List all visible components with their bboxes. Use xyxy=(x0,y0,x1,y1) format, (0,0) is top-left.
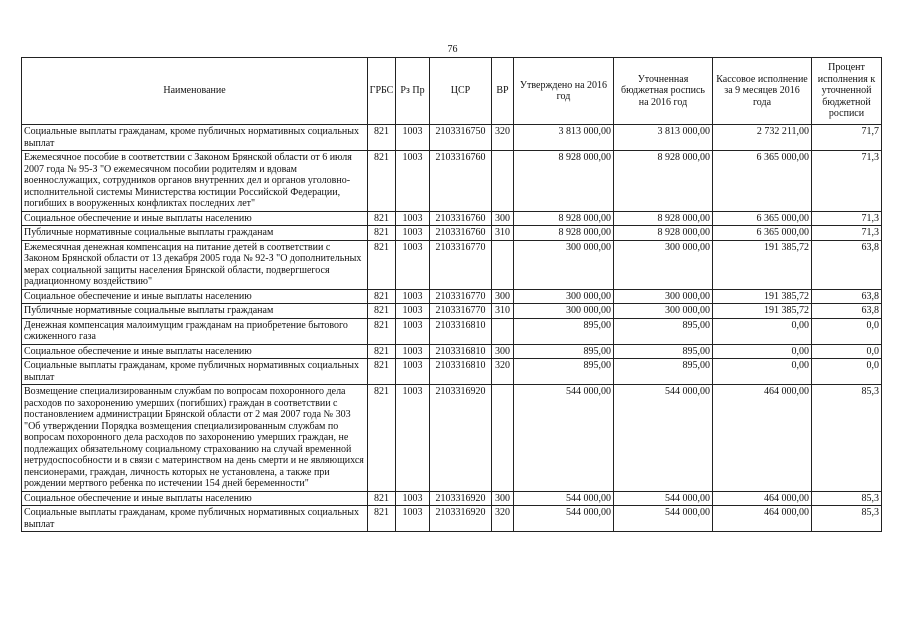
cell-percent: 71,3 xyxy=(812,151,882,212)
header-csr: ЦСР xyxy=(430,58,492,125)
header-approved: Утверждено на 2016 год xyxy=(514,58,614,125)
cell-approved: 544 000,00 xyxy=(514,491,614,506)
cell-name: Социальное обеспечение и иные выплаты населению xyxy=(22,344,368,359)
cell-cash: 6 365 000,00 xyxy=(713,151,812,212)
cell-csr: 2103316920 xyxy=(430,506,492,532)
cell-vr: 310 xyxy=(492,226,514,241)
cell-grbs: 821 xyxy=(368,289,396,304)
table-row xyxy=(22,491,882,506)
cell-percent: 71,3 xyxy=(812,211,882,226)
cell-grbs: 821 xyxy=(368,125,396,151)
cell-name: Ежемесячное пособие в соответствии с Законом Брянской области от 6 июля 2007 года № 95-З "О ежемесячном пособии родителям и вдовам военнослужащих, сотрудников органов внутренних дел и органов уголовно-исполнительной системы Министерства юстиции Российской Федерации, погибших в вооруженных конфликтах последних лет" xyxy=(22,151,368,212)
cell-csr: 2103316750 xyxy=(430,125,492,151)
cell-percent: 63,8 xyxy=(812,304,882,319)
cell-rzpr: 1003 xyxy=(396,240,430,289)
cell-approved: 300 000,00 xyxy=(514,240,614,289)
cell-refined: 544 000,00 xyxy=(614,491,713,506)
cell-rzpr: 1003 xyxy=(396,226,430,241)
cell-name: Социальные выплаты гражданам, кроме публичных нормативных социальных выплат xyxy=(22,359,368,385)
cell-approved: 300 000,00 xyxy=(514,289,614,304)
cell-csr: 2103316770 xyxy=(430,304,492,319)
cell-grbs: 821 xyxy=(368,226,396,241)
cell-rzpr: 1003 xyxy=(396,289,430,304)
cell-approved: 895,00 xyxy=(514,318,614,344)
cell-vr: 300 xyxy=(492,211,514,226)
cell-cash: 6 365 000,00 xyxy=(713,211,812,226)
cell-approved: 300 000,00 xyxy=(514,304,614,319)
cell-grbs: 821 xyxy=(368,344,396,359)
cell-refined: 895,00 xyxy=(614,318,713,344)
cell-name: Социальное обеспечение и иные выплаты населению xyxy=(22,289,368,304)
cell-cash: 0,00 xyxy=(713,318,812,344)
cell-grbs: 821 xyxy=(368,385,396,492)
table-row xyxy=(22,385,882,492)
budget-table xyxy=(21,57,882,532)
cell-csr: 2103316920 xyxy=(430,491,492,506)
cell-rzpr: 1003 xyxy=(396,318,430,344)
table-body xyxy=(22,125,882,532)
cell-cash: 464 000,00 xyxy=(713,491,812,506)
cell-rzpr: 1003 xyxy=(396,125,430,151)
cell-vr: 300 xyxy=(492,344,514,359)
cell-grbs: 821 xyxy=(368,240,396,289)
cell-rzpr: 1003 xyxy=(396,211,430,226)
table-row xyxy=(22,304,882,319)
cell-approved: 895,00 xyxy=(514,344,614,359)
cell-name: Публичные нормативные социальные выплаты гражданам xyxy=(22,304,368,319)
cell-refined: 895,00 xyxy=(614,344,713,359)
cell-percent: 0,0 xyxy=(812,318,882,344)
cell-grbs: 821 xyxy=(368,151,396,212)
cell-approved: 8 928 000,00 xyxy=(514,151,614,212)
cell-percent: 85,3 xyxy=(812,385,882,492)
cell-csr: 2103316770 xyxy=(430,240,492,289)
cell-cash: 191 385,72 xyxy=(713,304,812,319)
cell-refined: 3 813 000,00 xyxy=(614,125,713,151)
cell-vr xyxy=(492,318,514,344)
cell-vr: 310 xyxy=(492,304,514,319)
cell-refined: 895,00 xyxy=(614,359,713,385)
cell-csr: 2103316810 xyxy=(430,344,492,359)
table-row xyxy=(22,211,882,226)
cell-cash: 191 385,72 xyxy=(713,240,812,289)
cell-refined: 8 928 000,00 xyxy=(614,211,713,226)
cell-rzpr: 1003 xyxy=(396,385,430,492)
cell-vr: 320 xyxy=(492,506,514,532)
cell-percent: 0,0 xyxy=(812,344,882,359)
cell-grbs: 821 xyxy=(368,506,396,532)
cell-name: Социальные выплаты гражданам, кроме публичных нормативных социальных выплат xyxy=(22,506,368,532)
cell-vr xyxy=(492,240,514,289)
cell-grbs: 821 xyxy=(368,359,396,385)
table-row xyxy=(22,506,882,532)
table-row xyxy=(22,151,882,212)
cell-refined: 8 928 000,00 xyxy=(614,151,713,212)
header-rzpr: Рз Пр xyxy=(396,58,430,125)
cell-name: Социальные выплаты гражданам, кроме публичных нормативных социальных выплат xyxy=(22,125,368,151)
cell-name: Публичные нормативные социальные выплаты гражданам xyxy=(22,226,368,241)
cell-grbs: 821 xyxy=(368,491,396,506)
header-name: Наименование xyxy=(22,58,368,125)
header-percent: Процент исполнения к уточненной бюджетной росписи xyxy=(812,58,882,125)
table-row xyxy=(22,318,882,344)
cell-csr: 2103316760 xyxy=(430,211,492,226)
cell-name: Денежная компенсация малоимущим гражданам на приобретение бытового сжиженного газа xyxy=(22,318,368,344)
cell-refined: 8 928 000,00 xyxy=(614,226,713,241)
table-row xyxy=(22,289,882,304)
cell-percent: 63,8 xyxy=(812,240,882,289)
header-refined: Уточненная бюджетная роспись на 2016 год xyxy=(614,58,713,125)
header-grbs: ГРБС xyxy=(368,58,396,125)
cell-percent: 71,7 xyxy=(812,125,882,151)
cell-name: Социальное обеспечение и иные выплаты населению xyxy=(22,491,368,506)
cell-csr: 2103316920 xyxy=(430,385,492,492)
cell-name: Ежемесячная денежная компенсация на питание детей в соответствии с Законом Брянской области от 13 декабря 2005 года № 92-З "О дополнительных мерах социальной защиты населения Брянской области, подвергшегося радиационному воздействию" xyxy=(22,240,368,289)
cell-cash: 0,00 xyxy=(713,359,812,385)
cell-cash: 6 365 000,00 xyxy=(713,226,812,241)
table-row xyxy=(22,359,882,385)
table-row xyxy=(22,226,882,241)
cell-refined: 300 000,00 xyxy=(614,240,713,289)
cell-name: Возмещение специализированным службам по вопросам похоронного дела расходов по захоронению умерших (погибших) граждан в соответствии с постановлением администрации Брянской области от 2 мая 2007 года № 303 "Об утверждении Порядка возмещения специализированным службам по вопросам похоронного дела расходов по захоронению умерших граждан, не подлежащих обязательному социальному страхованию на случай временной нетрудоспособности и в связи с материнством на день смерти и не являющихся пенсионерами, граждан, личность которых не установлена, а также при рождении мертвого ребенка по истечении 154 дней беременности" xyxy=(22,385,368,492)
cell-cash: 2 732 211,00 xyxy=(713,125,812,151)
cell-cash: 464 000,00 xyxy=(713,385,812,492)
cell-percent: 85,3 xyxy=(812,506,882,532)
cell-approved: 544 000,00 xyxy=(514,385,614,492)
cell-refined: 544 000,00 xyxy=(614,385,713,492)
cell-refined: 544 000,00 xyxy=(614,506,713,532)
cell-vr: 320 xyxy=(492,359,514,385)
table-header xyxy=(22,58,882,125)
cell-vr xyxy=(492,151,514,212)
cell-csr: 2103316770 xyxy=(430,289,492,304)
cell-vr: 300 xyxy=(492,491,514,506)
cell-csr: 2103316810 xyxy=(430,318,492,344)
cell-cash: 464 000,00 xyxy=(713,506,812,532)
cell-refined: 300 000,00 xyxy=(614,304,713,319)
table-row xyxy=(22,125,882,151)
header-cash: Кассовое исполнение за 9 месяцев 2016 года xyxy=(713,58,812,125)
cell-rzpr: 1003 xyxy=(396,344,430,359)
cell-approved: 3 813 000,00 xyxy=(514,125,614,151)
cell-grbs: 821 xyxy=(368,304,396,319)
cell-rzpr: 1003 xyxy=(396,491,430,506)
cell-approved: 895,00 xyxy=(514,359,614,385)
table-row xyxy=(22,344,882,359)
header-vr: ВР xyxy=(492,58,514,125)
cell-refined: 300 000,00 xyxy=(614,289,713,304)
cell-name: Социальное обеспечение и иные выплаты населению xyxy=(22,211,368,226)
cell-grbs: 821 xyxy=(368,318,396,344)
cell-grbs: 821 xyxy=(368,211,396,226)
cell-percent: 85,3 xyxy=(812,491,882,506)
cell-csr: 2103316810 xyxy=(430,359,492,385)
cell-percent: 63,8 xyxy=(812,289,882,304)
cell-approved: 544 000,00 xyxy=(514,506,614,532)
cell-vr: 300 xyxy=(492,289,514,304)
cell-csr: 2103316760 xyxy=(430,151,492,212)
cell-rzpr: 1003 xyxy=(396,506,430,532)
cell-cash: 0,00 xyxy=(713,344,812,359)
cell-approved: 8 928 000,00 xyxy=(514,211,614,226)
table-row xyxy=(22,240,882,289)
cell-approved: 8 928 000,00 xyxy=(514,226,614,241)
cell-vr xyxy=(492,385,514,492)
cell-vr: 320 xyxy=(492,125,514,151)
cell-rzpr: 1003 xyxy=(396,304,430,319)
cell-percent: 71,3 xyxy=(812,226,882,241)
cell-csr: 2103316760 xyxy=(430,226,492,241)
page-number: 76 xyxy=(447,44,458,55)
cell-percent: 0,0 xyxy=(812,359,882,385)
cell-rzpr: 1003 xyxy=(396,151,430,212)
cell-cash: 191 385,72 xyxy=(713,289,812,304)
cell-rzpr: 1003 xyxy=(396,359,430,385)
